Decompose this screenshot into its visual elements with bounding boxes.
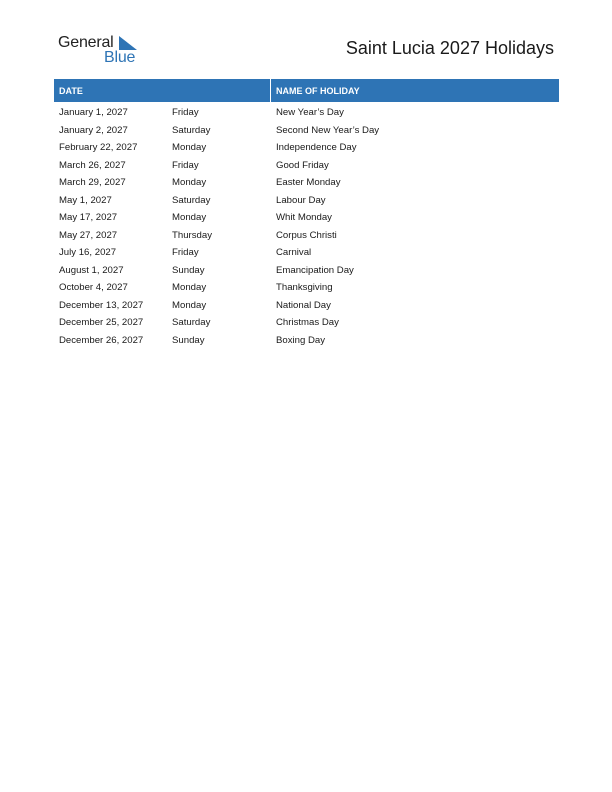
holiday-date: March 29, 2027	[59, 177, 126, 189]
table-row	[54, 122, 559, 140]
holiday-weekday: Friday	[172, 247, 199, 259]
table-body	[54, 102, 559, 349]
table-row	[54, 139, 559, 157]
holiday-date: May 1, 2027	[59, 194, 112, 206]
holiday-date: February 22, 2027	[59, 142, 138, 154]
holiday-name: Whit Monday	[276, 212, 332, 224]
table-header	[54, 79, 559, 102]
holiday-name: Labour Day	[276, 194, 326, 206]
table-row	[54, 157, 559, 175]
page-title: Saint Lucia 2027 Holidays	[345, 38, 554, 58]
holiday-date: October 4, 2027	[59, 282, 128, 294]
holiday-name: Carnival	[276, 247, 312, 259]
holiday-date: December 13, 2027	[59, 299, 144, 311]
holiday-name: Easter Monday	[276, 177, 341, 189]
holiday-name: Corpus Christi	[276, 229, 337, 241]
holiday-name: Second New Year’s Day	[276, 124, 380, 136]
holiday-name: Boxing Day	[276, 334, 326, 346]
holiday-weekday: Saturday	[172, 317, 211, 329]
holiday-weekday: Sunday	[172, 334, 205, 346]
table-row	[54, 262, 559, 280]
holiday-weekday: Monday	[172, 282, 207, 294]
holiday-date: December 26, 2027	[59, 334, 144, 346]
table-row	[54, 332, 559, 350]
holiday-name: Emancipation Day	[276, 264, 354, 276]
holiday-name: Good Friday	[276, 159, 329, 171]
header-date: DATE	[59, 85, 83, 96]
holiday-name: National Day	[276, 299, 331, 311]
holiday-date: May 27, 2027	[59, 229, 118, 241]
holiday-weekday: Monday	[172, 142, 207, 154]
table-row	[54, 192, 559, 210]
table-row	[54, 244, 559, 262]
table-row	[54, 209, 559, 227]
holiday-weekday: Thursday	[172, 229, 212, 241]
holidays-table	[54, 79, 559, 349]
holiday-date: August 1, 2027	[59, 264, 124, 276]
table-row	[54, 279, 559, 297]
table-row	[54, 174, 559, 192]
logo-text-blue: Blue	[104, 49, 136, 66]
holiday-date: March 26, 2027	[59, 159, 126, 171]
holiday-weekday: Monday	[172, 212, 207, 224]
holiday-name: Thanksgiving	[276, 282, 333, 294]
holiday-weekday: Monday	[172, 299, 207, 311]
holiday-date: January 1, 2027	[59, 107, 128, 119]
table-row	[54, 314, 559, 332]
holiday-date: May 17, 2027	[59, 212, 118, 224]
logo-triangle-icon	[119, 36, 137, 50]
table-row	[54, 104, 559, 122]
holiday-name: Independence Day	[276, 142, 357, 154]
logo-text-general: General	[58, 34, 114, 51]
holiday-name: Christmas Day	[276, 317, 339, 329]
holiday-weekday: Saturday	[172, 124, 211, 136]
holiday-date: July 16, 2027	[59, 247, 117, 259]
holiday-weekday: Sunday	[172, 264, 205, 276]
holiday-weekday: Monday	[172, 177, 207, 189]
table-row	[54, 227, 559, 245]
holiday-date: December 25, 2027	[59, 317, 144, 329]
generalblue-logo	[58, 34, 148, 68]
holiday-weekday: Saturday	[172, 194, 211, 206]
header-holiday-name: NAME OF HOLIDAY	[276, 85, 360, 96]
holiday-name: New Year’s Day	[276, 107, 344, 119]
holiday-date: January 2, 2027	[59, 124, 128, 136]
holiday-weekday: Friday	[172, 159, 199, 171]
holiday-weekday: Friday	[172, 107, 199, 119]
table-row	[54, 297, 559, 315]
